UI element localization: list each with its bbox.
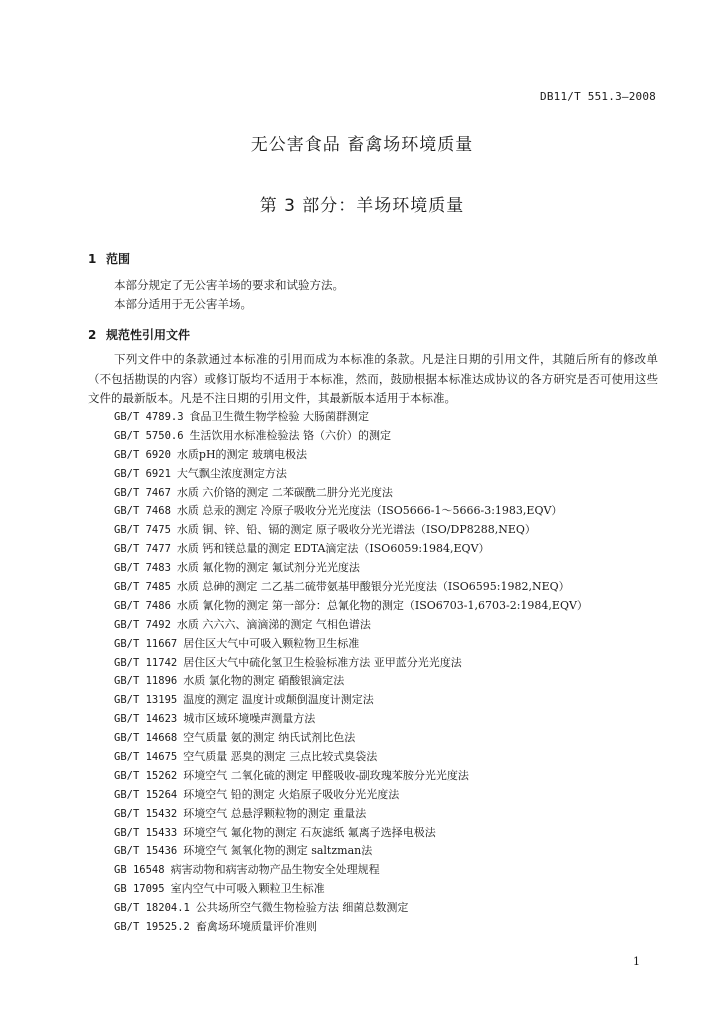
standard-code: DB11/T 551.3—2008 [540,90,656,103]
reference-list [114,408,588,937]
reference-item [114,710,588,729]
reference-code: GB/T 15433 [114,826,178,839]
reference-code: GB/T 6921 [114,467,171,480]
reference-item [114,597,588,616]
reference-code: GB/T 7485 [114,581,171,594]
reference-title: 水质 总汞的测定 冷原子吸收分光光度法（ISO5666-1～5666-3:1983,EQV） [176,504,563,518]
reference-code: GB/T 7468 [114,505,171,518]
reference-code: GB/T 6920 [114,448,171,461]
reference-title: 居住区大气中可吸入颗粒物卫生标准 [183,636,360,650]
reference-item [114,446,588,465]
reference-title: 居住区大气中硫化氢卫生检验标准方法 亚甲蓝分光光度法 [183,655,462,669]
reference-title: 大气飘尘浓度测定方法 [176,466,287,480]
reference-code: GB/T 7483 [114,562,171,575]
reference-title: 水质 氟化物的测定 氟试剂分光光度法 [176,561,360,575]
reference-code: GB/T 11896 [114,675,178,688]
section-2-heading [88,326,190,343]
reference-code: GB/T 5750.6 [114,429,184,442]
reference-title: 水质 氰化物的测定 第一部分：总氰化物的测定（ISO6703-1,6703-2:1984,EQV） [176,598,588,612]
reference-code: GB/T 13195 [114,694,178,707]
reference-code: GB/T 18204.1 [114,902,190,915]
reference-item [114,842,588,861]
reference-code: GB/T 7475 [114,524,171,537]
section-2-number: 2 [88,328,97,342]
reference-item [114,805,588,824]
reference-item [114,824,588,843]
reference-item [114,691,588,710]
reference-item [114,616,588,635]
section-2-title: 规范性引用文件 [106,328,191,342]
reference-title: 水质 氯化物的测定 硝酸银滴定法 [183,674,345,688]
reference-item [114,408,588,427]
reference-code: GB/T 7486 [114,599,171,612]
reference-code: GB 17095 [114,883,165,896]
reference-code: GB/T 14668 [114,732,178,745]
reference-code: GB 16548 [114,864,165,877]
reference-code: GB/T 7477 [114,543,171,556]
section-1-heading [88,250,130,267]
document-title: 无公害食品 畜禽场环境质量 [250,135,474,155]
reference-title: 环境空气 氟化物的测定 石灰滤纸 氟离子选择电极法 [183,825,436,839]
reference-title: 生活饮用水标准检验法 铬（六价）的测定 [189,428,392,442]
reference-title: 畜禽场环境质量评价准则 [195,920,317,934]
page-number: 1 [633,955,640,968]
reference-title: 室内空气中可吸入颗粒卫生标准 [170,882,325,896]
reference-title: 食品卫生微生物学检验 大肠菌群测定 [189,410,370,423]
reference-title: 空气质量 恶臭的测定 三点比较式臭袋法 [183,750,378,764]
reference-code: GB/T 7492 [114,618,171,631]
reference-item [114,635,588,654]
reference-item [114,861,588,880]
reference-item [114,880,588,899]
scope-paragraph-2: 本部分适用于无公害羊场。 [114,297,252,311]
reference-item [114,502,588,521]
section-1-number: 1 [88,252,97,266]
reference-item [114,578,588,597]
reference-item [114,748,588,767]
scope-paragraph-1: 本部分规定了无公害羊场的要求和试验方法。 [114,278,344,292]
reference-title: 环境空气 二氧化硫的测定 甲醛吸收-副玫瑰苯胺分光光度法 [183,768,469,782]
reference-title: 公共场所空气微生物检验方法 细菌总数测定 [195,901,409,915]
reference-code: GB/T 11667 [114,637,178,650]
reference-title: 环境空气 氮氧化物的测定 saltzman法 [183,844,373,858]
reference-item [114,559,588,578]
reference-item [114,427,588,446]
reference-item [114,654,588,673]
reference-title: 水质 六六六、滴滴涕的测定 气相色谱法 [176,617,371,631]
reference-title: 城市区域环境噪声测量方法 [183,712,316,726]
reference-code: GB/T 4789.3 [114,411,184,423]
reference-code: GB/T 14675 [114,751,178,764]
reference-title: 水质 总砷的测定 二乙基二硫带氨基甲酸银分光光度法（ISO6595:1982,NEQ） [176,580,570,594]
reference-item [114,465,588,484]
references-intro-paragraph: 下列文件中的条款通过本标准的引用而成为本标准的条款。凡是注日期的引用文件，其随后所有的修改单（不包括勘误的内容）或修订版均不适用于本标准，然而，鼓励根据本标准达成协议的各方研究是否可使用这些文件的最新版本。凡是不注日期的引用文件，其最新版本适用于本标准。 [88,352,658,405]
reference-title: 水质 钙和镁总量的测定 EDTA滴定法（ISO6059:1984,EQV） [176,542,490,556]
part-title: 第 3 部分：羊场环境质量 [259,196,465,216]
reference-item [114,484,588,503]
reference-code: GB/T 11742 [114,656,178,669]
section-1-title: 范围 [106,252,131,266]
reference-code: GB/T 15432 [114,807,178,820]
reference-title: 水质pH的测定 玻璃电极法 [176,447,308,461]
reference-title: 水质 铜、锌、铅、镉的测定 原子吸收分光光谱法（ISO/DP8288,NEQ） [176,523,536,537]
reference-title: 环境空气 总悬浮颗粒物的测定 重量法 [183,806,367,820]
reference-title: 环境空气 铅的测定 火焰原子吸收分光光度法 [183,787,400,801]
reference-title: 水质 六价铬的测定 二苯碳酰二肼分光光度法 [176,485,393,499]
reference-title: 病害动物和病害动物产品生物安全处理规程 [170,863,380,877]
reference-code: GB/T 14623 [114,713,178,726]
reference-code: GB/T 15262 [114,769,178,782]
reference-item [114,540,588,559]
reference-item [114,672,588,691]
reference-title: 温度的测定 温度计或颠倒温度计测定法 [183,693,374,707]
reference-item [114,521,588,540]
reference-item [114,729,588,748]
reference-item [114,899,588,918]
reference-title: 空气质量 氨的测定 纳氏试剂比色法 [183,731,356,745]
reference-item [114,767,588,786]
reference-code: GB/T 7467 [114,486,171,499]
reference-item [114,786,588,805]
reference-code: GB/T 15264 [114,788,178,801]
reference-code: GB/T 15436 [114,845,178,858]
reference-item [114,918,588,937]
reference-code: GB/T 19525.2 [114,921,190,934]
